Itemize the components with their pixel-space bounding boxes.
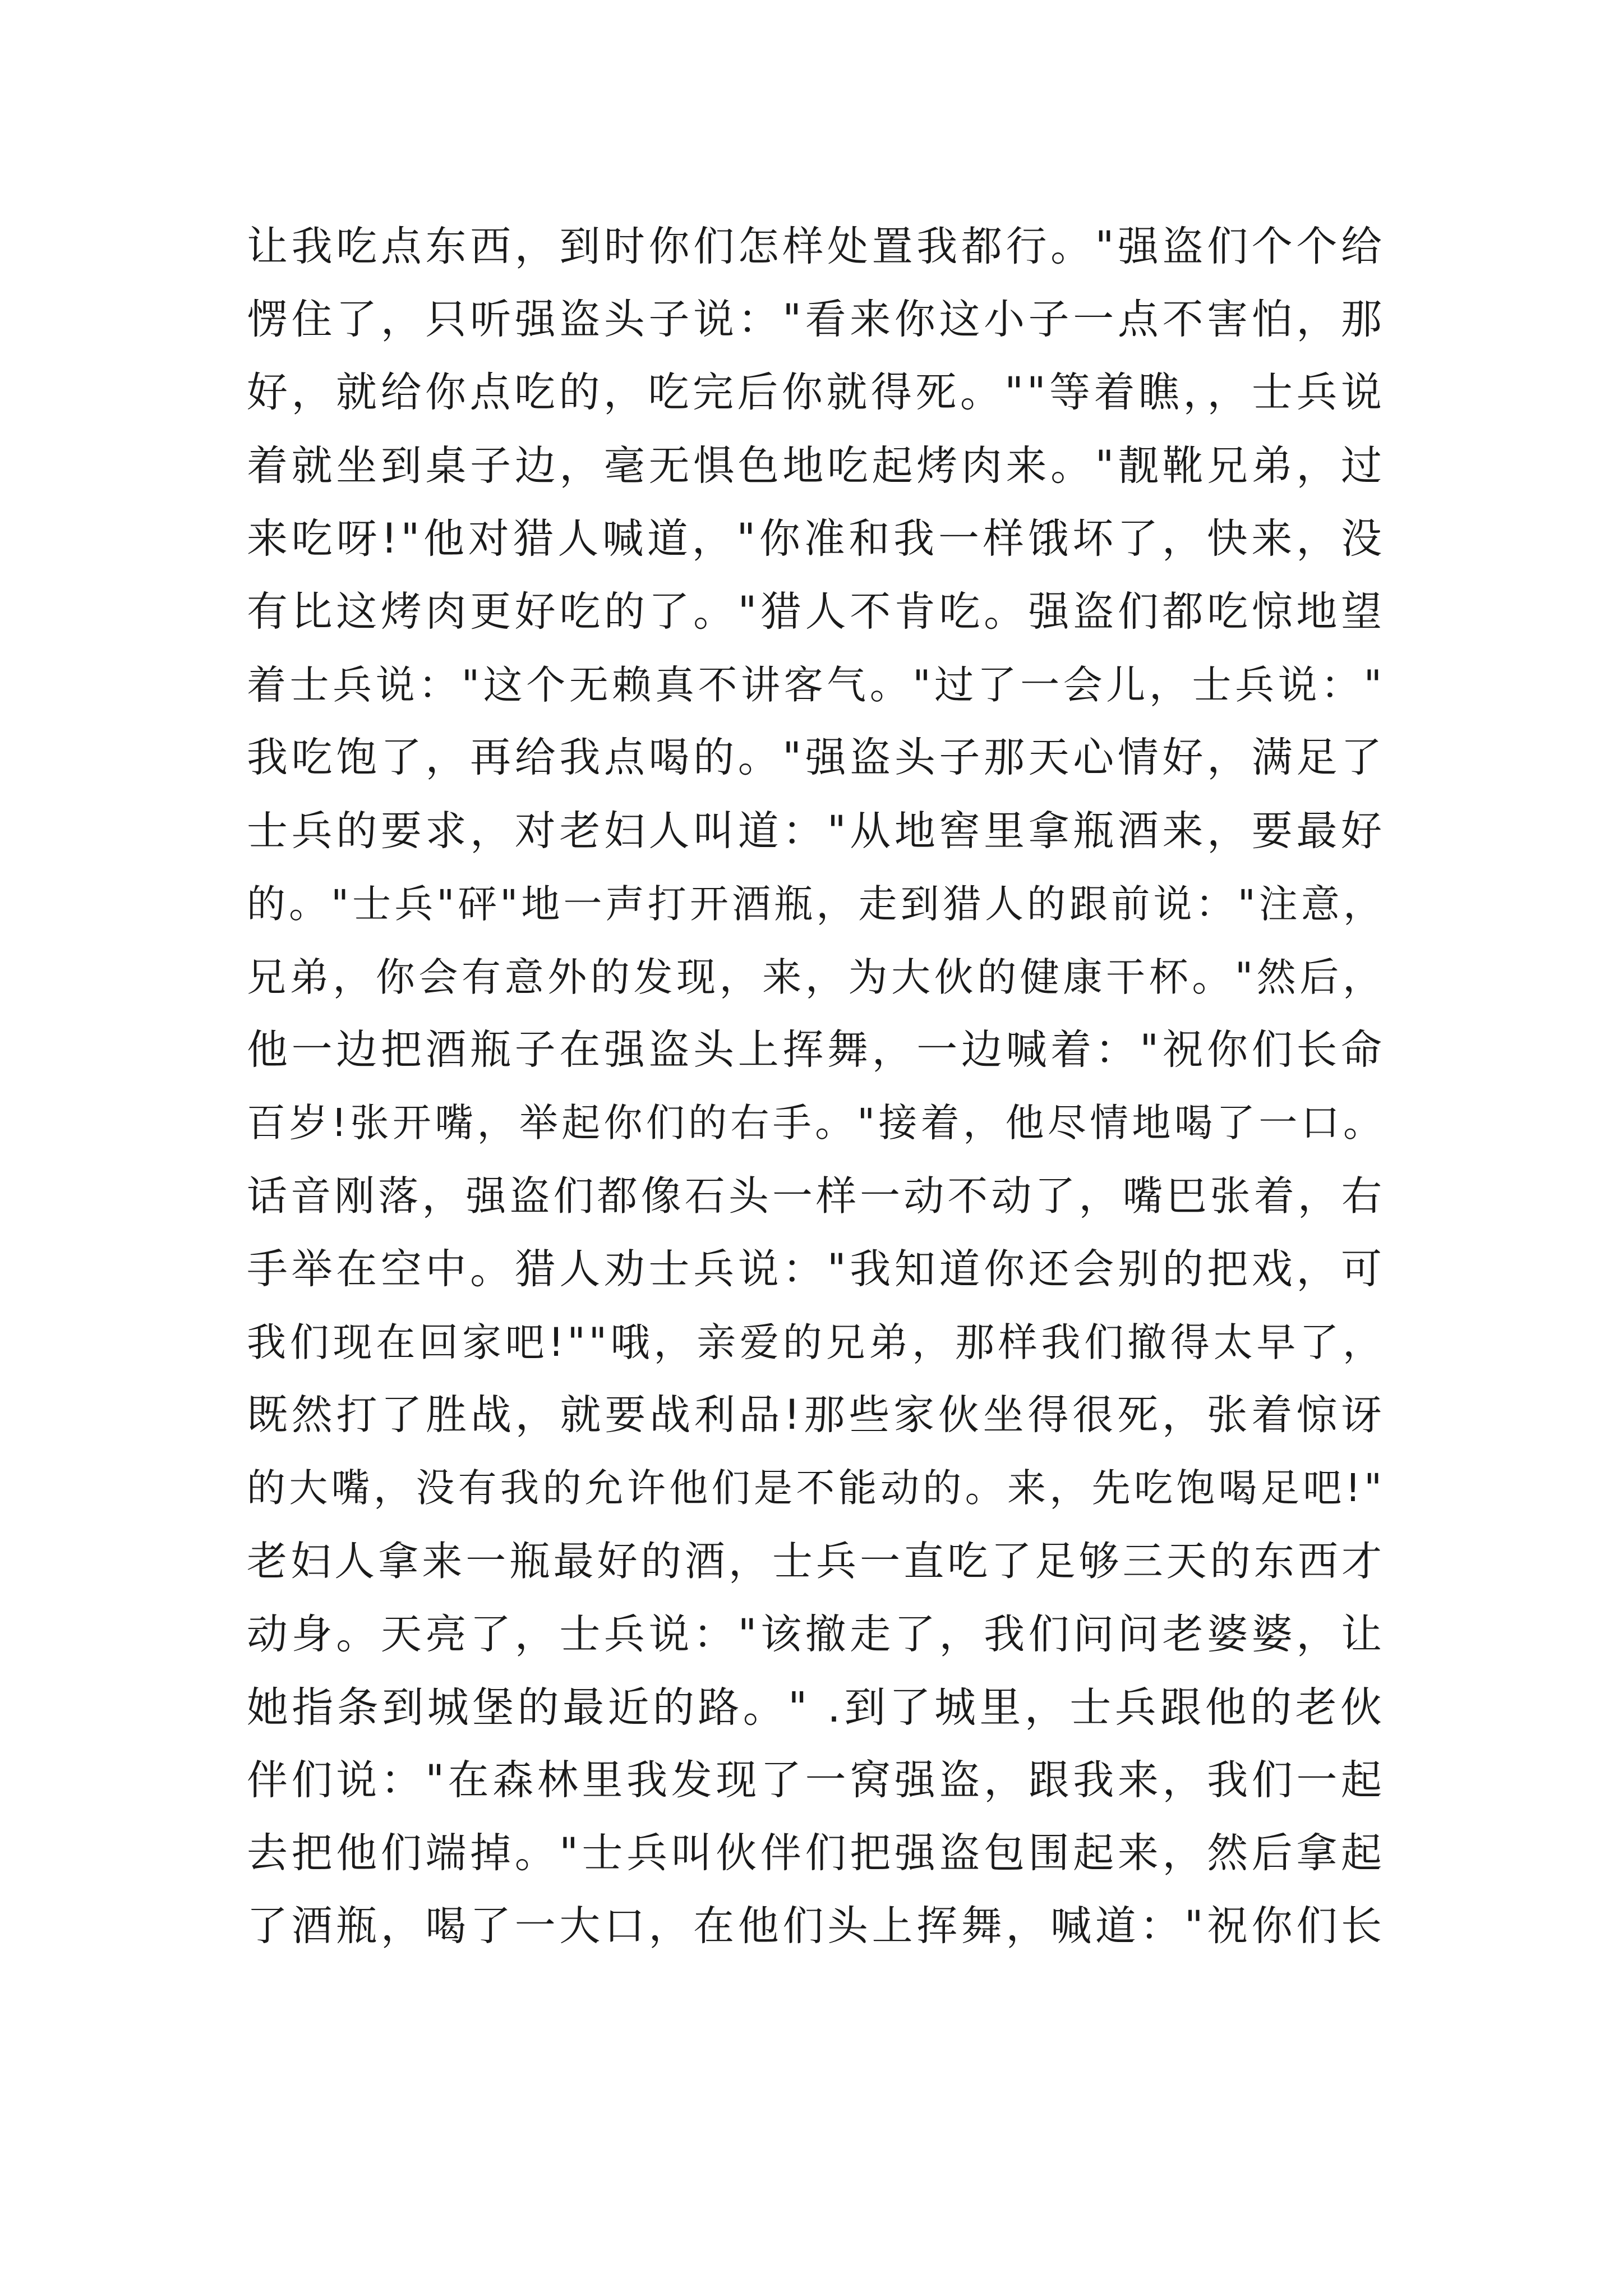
text-line: 着士兵说："这个无赖真不讲客气。"过了一会儿，士兵说：": [247, 662, 1385, 708]
text-line: 了酒瓶，喝了一大口，在他们头上挥舞，喊道："祝你们长: [247, 1902, 1385, 1950]
body-text: [247, 210, 1385, 1963]
text-line: 我们现在回家吧!""哦，亲爱的兄弟，那样我们撤得太早了，: [247, 1319, 1385, 1365]
text-line: 话音刚落，强盗们都像石头一样一动不动了，嘴巴张着，右: [247, 1172, 1385, 1220]
text-line: 愣住了，只听强盗头子说："看来你这小子一点不害怕，那: [247, 296, 1385, 344]
text-line: 去把他们端掉。"士兵叫伙伴们把强盗包围起来，然后拿起: [247, 1829, 1385, 1878]
text-line: 的大嘴，没有我的允许他们是不能动的。来，先吃饱喝足吧!": [247, 1466, 1385, 1511]
text-line: 手举在空中。猎人劝士兵说："我知道你还会别的把戏，可: [247, 1245, 1385, 1293]
text-line: 的。"士兵"砰"地一声打开酒瓶，走到猎人的跟前说："注意，: [247, 881, 1385, 927]
text-line: 来吃呀!"他对猎人喊道，"你准和我一样饿坏了，快来，没: [247, 514, 1385, 563]
text-line: 既然打了胜战，就要战利品!那些家伙坐得很死，张着惊讶: [247, 1391, 1385, 1439]
text-line: 我吃饱了，再给我点喝的。"强盗头子那天心情好，满足了: [247, 734, 1385, 782]
text-line: 兄弟，你会有意外的发现，来，为大伙的健康干杯。"然后，: [247, 954, 1385, 1000]
text-line: 百岁!张开嘴，举起你们的右手。"接着，他尽情地喝了一口。: [247, 1101, 1385, 1146]
text-line: 老妇人拿来一瓶最好的酒，士兵一直吃了足够三天的东西才: [247, 1538, 1385, 1585]
text-line: 好，就给你点吃的，吃完后你就得死。""等着瞧，，士兵说: [247, 369, 1385, 417]
text-line: 她指条到城堡的最近的路。" .到了城里，士兵跟他的老伙: [247, 1683, 1385, 1732]
text-line: 着就坐到桌子边，毫无惧色地吃起烤肉来。"靓靴兄弟，过: [247, 441, 1385, 490]
text-line: 让我吃点东西，到时你们怎样处置我都行。"强盗们个个给: [247, 223, 1385, 270]
text-line: 伴们说："在森林里我发现了一窝强盗，跟我来，我们一起: [247, 1756, 1385, 1804]
text-line: 有比这烤肉更好吃的了。"猎人不肯吃。强盗们都吃惊地望: [247, 587, 1385, 636]
text-line: 他一边把酒瓶子在强盗头上挥舞，一边喊着："祝你们长命: [247, 1026, 1385, 1074]
text-line: 动身。天亮了，士兵说："该撤走了，我们问问老婆婆，让: [247, 1610, 1385, 1658]
text-line: 士兵的要求，对老妇人叫道："从地窖里拿瓶酒来，要最好: [247, 807, 1385, 855]
